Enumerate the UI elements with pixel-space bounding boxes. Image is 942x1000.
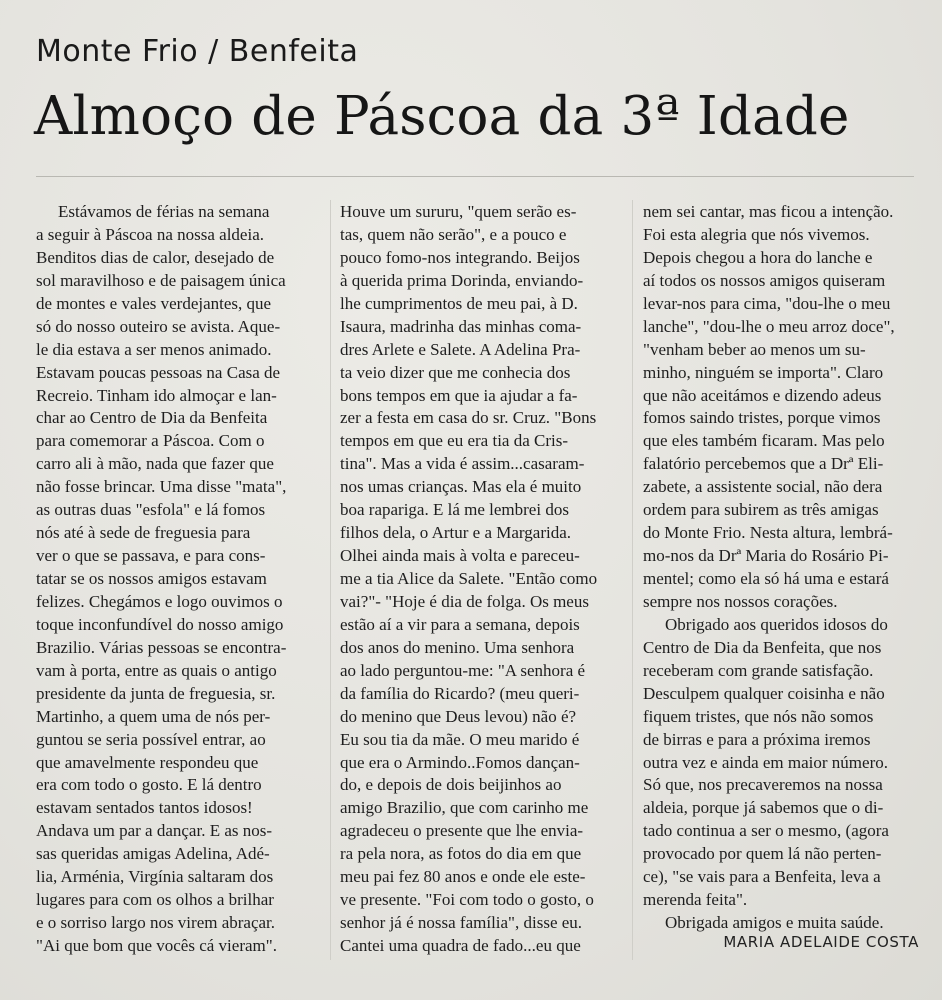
- article-text-line: do menino que Deus levou) não é?: [340, 706, 577, 726]
- article-text-line: me a tia Alice da Salete. "Então como: [340, 569, 598, 588]
- article-text-line: aí todos os nossos amigos quiseram: [643, 270, 886, 290]
- article-text-line: toque inconfundível do nosso amigo: [36, 614, 284, 634]
- article-text-line: sas queridas amigas Adelina, Adé-: [36, 844, 270, 864]
- article-text-line: as outras duas "esfola" e lá fomos: [36, 500, 266, 520]
- article-text-line: aldeia, porque já sabemos que o di-: [643, 798, 884, 818]
- article-text-line: Andava um par a dançar. E as nos-: [36, 821, 273, 841]
- article-text-line: char ao Centro de Dia da Benfeita: [36, 408, 268, 428]
- article-text-line: sempre nos nossos corações.: [643, 591, 838, 611]
- column-divider: [632, 200, 633, 960]
- article-text-line: outra vez e ainda em maior número.: [643, 752, 888, 772]
- article-text-line: não fosse brincar. Uma disse "mata",: [36, 477, 287, 497]
- article-text-line: le dia estava a ser menos animado.: [36, 339, 272, 359]
- article-text-line: levar-nos para cima, "dou-lhe o meu: [643, 293, 891, 313]
- article-text-line: fomos saindo tristes, porque vimos: [643, 408, 881, 428]
- article-headline: Almoço de Páscoa da 3ª Idade: [34, 86, 850, 147]
- article-text-line: de montes e vales verdejantes, que: [36, 293, 272, 313]
- article-text-line: Benditos dias de calor, desejado de: [36, 247, 275, 267]
- article-text-line: senhor já é nossa família", disse eu.: [340, 913, 583, 933]
- article-text-line: Eu sou tia da mãe. O meu marido é: [340, 729, 580, 749]
- article-text-line: Isaura, madrinha das minhas coma-: [340, 316, 582, 336]
- article-text-line: receberam com grande satisfação.: [643, 660, 874, 680]
- article-text-line: à querida prima Dorinda, enviando-: [340, 270, 584, 290]
- article-text-line: Estávamos de férias na semana: [58, 202, 270, 221]
- section-kicker: Monte Frio / Benfeita: [36, 34, 359, 69]
- article-text-line: nos umas crianças. Mas ela é muito: [340, 477, 582, 497]
- article-text-line: Houve um sururu, "quem serão es-: [340, 202, 577, 221]
- article-text-line: "venham beber ao menos um su-: [643, 339, 866, 359]
- article-text-line: ve presente. "Foi com todo o gosto, o: [340, 890, 594, 910]
- article-text-line: meu pai fez 80 anos e onde ele este-: [340, 867, 586, 887]
- article-text-line: nós até à sede de freguesia para: [36, 523, 251, 543]
- article-text-line: de birras e para a próxima iremos: [643, 729, 871, 749]
- article-text-line: ra pela nora, as fotos do dia em que: [340, 844, 582, 864]
- article-text-line: mentel; como ela só há uma e estará: [643, 569, 889, 588]
- article-text-line: Depois chegou a hora do lanche e: [643, 247, 873, 267]
- article-text-line: estavam sentados tantos idosos!: [36, 798, 253, 818]
- article-text-line: tado continua a ser o mesmo, (agora: [643, 821, 889, 841]
- article-text-line: fiquem tristes, que nós não somos: [643, 706, 874, 726]
- article-text-line: e o sorriso largo nos virem abraçar.: [36, 913, 276, 933]
- article-text-line: Só que, nos precaveremos na nossa: [643, 775, 883, 795]
- article-text-line: boa rapariga. E lá me lembrei dos: [340, 500, 569, 520]
- article-text-line: do Monte Frio. Nesta altura, lembrá-: [643, 523, 893, 543]
- article-text-line: tatar se os nossos amigos estavam: [36, 569, 267, 588]
- article-text-line: presidente da junta de freguesia, sr.: [36, 683, 276, 703]
- article-text-line: ao lado perguntou-me: "A senhora é: [340, 660, 586, 680]
- article-text-line: Estavam poucas pessoas na Casa de: [36, 362, 281, 382]
- article-column-3: [643, 201, 921, 935]
- article-text-line: lanche", "dou-lhe o meu arroz doce",: [643, 316, 895, 336]
- column-divider: [330, 200, 331, 960]
- article-text-line: zer a festa em casa do sr. Cruz. "Bons: [340, 408, 597, 428]
- article-text-line: merenda feita".: [643, 890, 748, 910]
- article-text-line: lugares para com os olhos a brilhar: [36, 890, 274, 910]
- article-text-line: amigo Brazilio, que com carinho me: [340, 798, 589, 818]
- article-text-line: que era o Armindo..Fomos dançan-: [340, 752, 580, 772]
- article-text-line: tas, quem não serão", e a pouco e: [340, 224, 567, 244]
- article-text-line: carro ali à mão, nada que fazer que: [36, 454, 274, 474]
- article-text-line: provocado por quem lá não perten-: [643, 844, 882, 864]
- article-text-line: mo-nos da Drª Maria do Rosário Pi-: [643, 546, 889, 566]
- article-text-line: Brazilio. Várias pessoas se encontra-: [36, 637, 287, 657]
- article-text-line: Desculpem qualquer coisinha e não: [643, 683, 885, 703]
- article-text-line: nem sei cantar, mas ficou a intenção.: [643, 202, 894, 221]
- article-text-line: filhos dela, o Artur e a Margarida.: [340, 523, 572, 543]
- article-text-line: zabete, a assistente social, não dera: [643, 477, 883, 497]
- article-text-line: só do nosso outeiro se avista. Aque-: [36, 316, 281, 336]
- article-text-line: bons tempos em que ia ajudar a fa-: [340, 385, 578, 405]
- article-text-line: dres Arlete e Salete. A Adelina Pra-: [340, 339, 581, 359]
- article-text-line: "Ai que bom que vocês cá vieram".: [36, 936, 277, 955]
- article-text-line: pouco fomo-nos integrando. Beijos: [340, 247, 580, 267]
- article-text-line: vam à porta, entre as quais o antigo: [36, 660, 277, 680]
- article-text-line: vai?"- "Hoje é dia de folga. Os meus: [340, 591, 589, 611]
- article-text-line: ce), "se vais para a Benfeita, leva a: [643, 867, 881, 887]
- article-text-line: Obrigada amigos e muita saúde.: [665, 913, 884, 933]
- article-text-line: tempos em que eu era tia da Cris-: [340, 431, 569, 451]
- article-text-line: a seguir à Páscoa na nossa aldeia.: [36, 224, 264, 244]
- article-text-line: lia, Arménia, Virgínia saltaram dos: [36, 867, 274, 887]
- article-text-line: estão aí a vir para a semana, depois: [340, 614, 580, 634]
- article-text-line: Foi esta alegria que nós vivemos.: [643, 224, 870, 244]
- article-text-line: dos anos do menino. Uma senhora: [340, 637, 575, 657]
- article-text-line: ver o que se passava, e para cons-: [36, 546, 266, 566]
- article-text-line: minho, ninguém se importa". Claro: [643, 362, 884, 382]
- article-text-line: Obrigado aos queridos idosos do: [665, 614, 888, 634]
- article-text-line: agradeceu o presente que lhe envia-: [340, 821, 584, 841]
- article-column-1: [36, 201, 318, 958]
- article-text-line: falatório percebemos que a Drª Eli-: [643, 454, 884, 474]
- article-text-line: da família do Ricardo? (meu queri-: [340, 683, 580, 703]
- article-text-line: felizes. Chegámos e logo ouvimos o: [36, 591, 283, 611]
- article-text-line: Centro de Dia da Benfeita, que nos: [643, 637, 882, 657]
- article-text-line: ordem para subirem as três amigas: [643, 500, 879, 520]
- article-text-line: Recreio. Tinham ido almoçar e lan-: [36, 385, 277, 405]
- article-text-line: que amavelmente respondeu que: [36, 752, 259, 772]
- article-text-line: que eles também ficaram. Mas pelo: [643, 431, 885, 451]
- article-text-line: ta veio dizer que me conhecia dos: [340, 362, 571, 382]
- article-text-line: do, e depois de dois beijinhos ao: [340, 775, 562, 795]
- headline-rule: [36, 176, 914, 177]
- article-text-line: guntou se seria possível entrar, ao: [36, 729, 266, 749]
- article-text-line: que não aceitámos e dizendo adeus: [643, 385, 882, 405]
- author-byline: MARIA ADELAIDE COSTA: [723, 933, 919, 951]
- article-text-line: para comemorar a Páscoa. Com o: [36, 431, 265, 451]
- article-text-line: lhe cumprimentos de meu pai, à D.: [340, 293, 578, 313]
- article-text-line: sol maravilhoso e de paisagem única: [36, 270, 286, 290]
- article-text-line: tina". Mas a vida é assim...casaram-: [340, 454, 585, 474]
- article-text-line: era com todo o gosto. E lá dentro: [36, 775, 262, 795]
- article-column-2: [340, 201, 620, 958]
- article-text-line: Martinho, a quem uma de nós per-: [36, 706, 271, 726]
- article-text-line: Cantei uma quadra de fado...eu que: [340, 936, 581, 955]
- article-text-line: Olhei ainda mais à volta e pareceu-: [340, 546, 580, 566]
